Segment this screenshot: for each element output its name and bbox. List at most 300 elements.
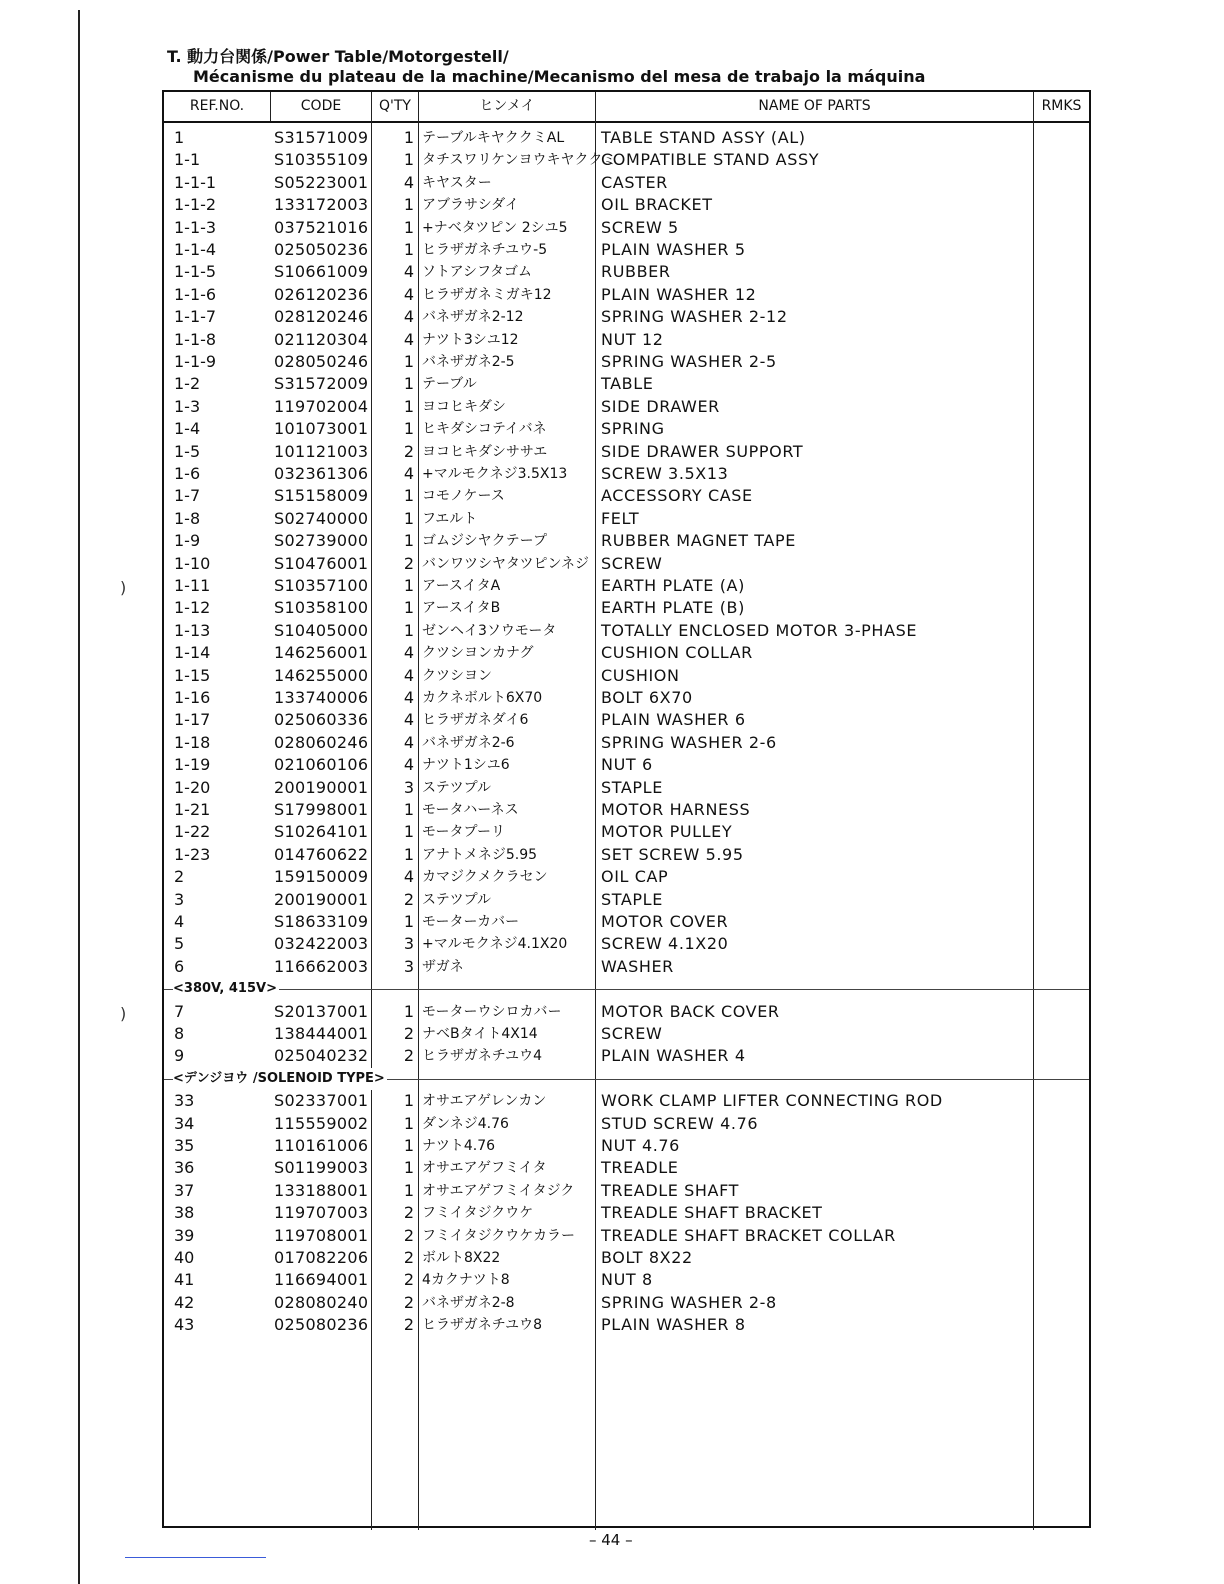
part-name-kana: ヨコヒキダシ [422, 398, 506, 415]
part-code: 115559002 [274, 1113, 369, 1133]
table-row [164, 665, 1089, 687]
part-qty: 3 [403, 934, 414, 954]
part-code: 028120246 [274, 307, 369, 327]
part-code: 101121003 [274, 441, 369, 461]
part-ref-no: 1-10 [174, 553, 211, 573]
table-row [164, 777, 1089, 799]
column-divider [270, 92, 271, 121]
part-qty: 4 [403, 464, 414, 483]
part-code: 101073001 [274, 419, 369, 439]
table-row [164, 396, 1089, 418]
part-name-kana: ステツプル [422, 891, 492, 908]
part-name-kana: +ナベタツピン 2シユ5 [422, 219, 568, 236]
table-row [164, 508, 1089, 530]
part-name: EARTH PLATE (B) [601, 598, 745, 618]
part-name: SCREW 3.5X13 [601, 464, 729, 483]
section-divider [164, 978, 1089, 1000]
part-name: SCREW 4.1X20 [601, 934, 729, 954]
part-name-kana: オサエアゲレンカン [422, 1093, 547, 1110]
part-code: 025080236 [274, 1315, 369, 1335]
part-ref-no: 1-19 [174, 755, 211, 775]
table-row [164, 620, 1089, 642]
part-ref-no: 36 [174, 1158, 195, 1178]
title-prefix: T. [167, 47, 182, 66]
table-row [164, 284, 1089, 306]
part-ref-no: 1-1-1 [174, 172, 217, 192]
part-name-kana: アブラサシダイ [422, 197, 519, 214]
part-name-kana: キヤスター [422, 174, 492, 191]
part-name-kana: モータプーリ [422, 824, 506, 841]
part-qty: 1 [403, 1001, 414, 1021]
table-row [164, 194, 1089, 216]
part-name: MOTOR PULLEY [601, 822, 733, 842]
part-name: PLAIN WASHER 5 [601, 240, 746, 259]
part-name: SCREW [601, 1024, 663, 1043]
part-ref-no: 1-1-4 [174, 240, 217, 259]
footer-rule [125, 1557, 266, 1558]
table-row [164, 239, 1089, 261]
part-ref-no: 1-5 [174, 441, 201, 461]
part-name: RUBBER MAGNET TAPE [601, 531, 796, 551]
table-row [164, 1247, 1089, 1269]
part-name: NUT 12 [601, 329, 664, 349]
part-qty: 1 [403, 195, 414, 215]
part-ref-no: 1-7 [174, 486, 201, 506]
part-name-kana: 4カクナツト8 [422, 1272, 510, 1289]
part-code: 138444001 [274, 1024, 369, 1043]
part-qty: 1 [403, 352, 414, 371]
part-code: S31572009 [274, 374, 369, 394]
part-ref-no: 1-1-5 [174, 262, 217, 282]
part-qty: 1 [403, 419, 414, 439]
part-ref-no: 1-21 [174, 800, 211, 819]
page-title [167, 47, 925, 87]
part-qty: 1 [403, 150, 414, 170]
table-row [164, 1202, 1089, 1224]
part-ref-no: 6 [174, 956, 185, 976]
part-qty: 4 [403, 665, 414, 685]
part-qty: 2 [403, 889, 414, 909]
part-qty: 1 [403, 620, 414, 640]
part-code: S10476001 [274, 553, 369, 573]
part-ref-no: 3 [174, 889, 185, 909]
part-code: 021120304 [274, 329, 369, 349]
part-qty: 1 [403, 1113, 414, 1133]
parts-table [162, 90, 1091, 1528]
section-divider [164, 1068, 1089, 1090]
part-ref-no: 1-18 [174, 732, 211, 752]
part-name-kana: モーターウシロカバー [422, 1003, 562, 1020]
part-qty: 2 [403, 1203, 414, 1223]
part-ref-no: 43 [174, 1315, 195, 1335]
part-name-kana: テーブル [422, 376, 477, 393]
part-name: NUT 8 [601, 1270, 653, 1290]
part-name-kana: ヒラザガネチユウ8 [422, 1317, 543, 1334]
part-code: S02739000 [274, 531, 369, 551]
part-name: CUSHION [601, 665, 680, 685]
page-number: – 44 – [589, 1531, 633, 1549]
part-code: 133740006 [274, 688, 369, 707]
part-ref-no: 1-14 [174, 643, 211, 663]
part-name: NUT 4.76 [601, 1136, 680, 1155]
part-name: NUT 6 [601, 755, 653, 775]
table-row [164, 1001, 1089, 1023]
part-code: S05223001 [274, 172, 369, 192]
part-code: S15158009 [274, 486, 369, 506]
part-code: 116662003 [274, 956, 369, 976]
part-qty: 4 [403, 172, 414, 192]
part-ref-no: 1-1-3 [174, 217, 217, 237]
part-name: SPRING WASHER 2-12 [601, 307, 788, 327]
part-name-kana: ステツプル [422, 779, 492, 796]
part-qty: 1 [403, 128, 414, 147]
part-code: S10358100 [274, 598, 369, 618]
part-name: TREADLE SHAFT [601, 1180, 740, 1200]
part-name-kana: タチスワリケンヨウキヤククミ [422, 152, 617, 169]
part-ref-no: 1-1 [174, 150, 201, 170]
part-ref-no: 4 [174, 912, 185, 931]
header-name: NAME OF PARTS [758, 98, 871, 114]
part-code: 146256001 [274, 643, 369, 663]
part-code: 200190001 [274, 889, 369, 909]
part-ref-no: 1 [174, 128, 185, 147]
part-ref-no: 1-12 [174, 598, 211, 618]
part-code: S10661009 [274, 262, 369, 282]
part-name: STAPLE [601, 777, 663, 797]
section-label: <デンジヨウ /SOLENOID TYPE> [173, 1068, 387, 1090]
table-row [164, 217, 1089, 239]
header-rmks: RMKS [1041, 98, 1082, 114]
part-code: 119708001 [274, 1225, 369, 1245]
part-name-kana: アースイタA [422, 578, 501, 594]
part-name: STAPLE [601, 889, 663, 909]
part-qty: 4 [403, 284, 414, 304]
part-name: SPRING WASHER 2-6 [601, 732, 777, 752]
part-name: BOLT 8X22 [601, 1248, 693, 1267]
table-row [164, 732, 1089, 754]
part-name: TABLE [601, 374, 654, 394]
part-qty: 4 [403, 307, 414, 327]
part-ref-no: 1-16 [174, 688, 211, 707]
table-row [164, 1225, 1089, 1247]
part-ref-no: 39 [174, 1225, 195, 1245]
table-row [164, 306, 1089, 328]
part-name: SIDE DRAWER [601, 396, 720, 416]
part-qty: 3 [403, 956, 414, 976]
part-code: 028080240 [274, 1292, 369, 1312]
part-code: S01199003 [274, 1158, 369, 1178]
part-ref-no: 1-6 [174, 464, 201, 483]
part-qty: 1 [403, 912, 414, 931]
part-code: S10357100 [274, 576, 369, 595]
part-qty: 2 [403, 1046, 414, 1066]
part-ref-no: 8 [174, 1024, 185, 1043]
part-code: 025050236 [274, 240, 369, 259]
table-row [164, 799, 1089, 821]
part-name: PLAIN WASHER 4 [601, 1046, 746, 1066]
part-code: 032361306 [274, 464, 369, 483]
part-code: 133172003 [274, 195, 369, 215]
table-row [164, 373, 1089, 395]
part-code: S10264101 [274, 822, 369, 842]
table-row [164, 149, 1089, 171]
part-name-kana: アナトメネジ5.95 [422, 846, 538, 863]
table-row [164, 1135, 1089, 1157]
part-code: S17998001 [274, 800, 369, 819]
part-ref-no: 1-17 [174, 710, 211, 730]
part-name: SCREW [601, 553, 663, 573]
table-row [164, 1157, 1089, 1179]
part-name-kana: バネザガネ2-5 [422, 354, 515, 370]
part-code: 028050246 [274, 352, 369, 371]
part-name: OIL BRACKET [601, 195, 713, 215]
part-name: MOTOR BACK COVER [601, 1001, 780, 1021]
table-row [164, 1045, 1089, 1067]
part-qty: 1 [403, 844, 414, 864]
table-row [164, 172, 1089, 194]
part-ref-no: 1-1-9 [174, 352, 217, 371]
table-row [164, 844, 1089, 866]
part-code: 032422003 [274, 934, 369, 954]
binding-margin-line [78, 10, 80, 1584]
part-code: 014760622 [274, 844, 369, 864]
part-name: SCREW 5 [601, 217, 679, 237]
part-code: 037521016 [274, 217, 369, 237]
part-qty: 1 [403, 1091, 414, 1111]
part-name: TOTALLY ENCLOSED MOTOR 3-PHASE [601, 620, 918, 640]
part-name-kana: ボルト8X22 [422, 1250, 501, 1266]
part-ref-no: 34 [174, 1113, 195, 1133]
part-name-kana: フミイタジクウケ [422, 1205, 534, 1222]
table-row [164, 1023, 1089, 1045]
table-row [164, 575, 1089, 597]
part-ref-no: 1-13 [174, 620, 211, 640]
table-row [164, 351, 1089, 373]
part-name-kana: ヒラザガネダイ6 [422, 712, 529, 729]
part-code: 026120236 [274, 284, 369, 304]
part-ref-no: 1-2 [174, 374, 201, 394]
title-line-2: Mécanisme du plateau de la machine/Mecanismo del mesa de trabajo la máquina [193, 67, 926, 86]
part-qty: 4 [403, 732, 414, 752]
part-code: 146255000 [274, 665, 369, 685]
part-name: PLAIN WASHER 6 [601, 710, 746, 730]
part-ref-no: 1-3 [174, 396, 201, 416]
part-name: TREADLE SHAFT BRACKET COLLAR [601, 1225, 896, 1245]
part-code: S10355109 [274, 150, 369, 170]
part-ref-no: 1-15 [174, 665, 211, 685]
part-qty: 4 [403, 262, 414, 282]
part-qty: 2 [403, 1248, 414, 1267]
part-code: 110161006 [274, 1136, 369, 1155]
part-qty: 4 [403, 643, 414, 663]
part-name-kana: バンワツシヤタツピンネジ [422, 555, 590, 572]
table-row [164, 418, 1089, 440]
part-name: SPRING WASHER 2-8 [601, 1292, 777, 1312]
part-qty: 4 [403, 710, 414, 730]
part-name-kana: モーターカバー [422, 914, 520, 930]
part-name: WORK CLAMP LIFTER CONNECTING ROD [601, 1091, 943, 1111]
table-row [164, 754, 1089, 776]
part-qty: 4 [403, 329, 414, 349]
part-code: S10405000 [274, 620, 369, 640]
part-name: SPRING WASHER 2-5 [601, 352, 777, 371]
part-ref-no: 1-1-7 [174, 307, 217, 327]
part-name-kana: テーブルキヤククミAL [422, 130, 565, 146]
part-name-kana: アースイタB [422, 600, 501, 617]
part-name-kana: ヒラザガネチユウ-5 [422, 242, 548, 258]
part-code: 159150009 [274, 867, 369, 887]
part-qty: 1 [403, 800, 414, 819]
part-name: ACCESSORY CASE [601, 486, 753, 506]
part-name-kana: ヒラザガネミガキ12 [422, 286, 552, 303]
part-ref-no: 1-4 [174, 419, 201, 439]
part-name-kana: ゼンヘイ3ソウモータ [422, 622, 557, 639]
part-qty: 2 [403, 1270, 414, 1290]
part-name: PLAIN WASHER 12 [601, 284, 757, 304]
table-row [164, 821, 1089, 843]
table-row [164, 1292, 1089, 1314]
part-name: MOTOR HARNESS [601, 800, 751, 819]
part-code: 200190001 [274, 777, 369, 797]
part-name-kana: ナツト4.76 [422, 1138, 496, 1154]
part-name-kana: ヒキダシコテイバネ [422, 421, 547, 438]
part-ref-no: 1-1-6 [174, 284, 217, 304]
part-ref-no: 40 [174, 1248, 195, 1267]
part-name: CASTER [601, 172, 668, 192]
part-qty: 3 [403, 777, 414, 797]
part-ref-no: 1-1-2 [174, 195, 217, 215]
table-row [164, 441, 1089, 463]
part-name-kana: バネザガネ2-6 [422, 734, 515, 751]
part-ref-no: 7 [174, 1001, 185, 1021]
part-qty: 4 [403, 688, 414, 707]
table-row [164, 956, 1089, 978]
table-row [164, 530, 1089, 552]
part-ref-no: 42 [174, 1292, 195, 1312]
part-code: 116694001 [274, 1270, 369, 1290]
part-name-kana: オサエアゲフミイタ [422, 1160, 547, 1177]
part-ref-no: 2 [174, 867, 185, 887]
part-name-kana: ナベBタイト4X14 [422, 1026, 538, 1042]
part-name: EARTH PLATE (A) [601, 576, 745, 595]
table-row [164, 127, 1089, 149]
part-name: SIDE DRAWER SUPPORT [601, 441, 804, 461]
part-code: S31571009 [274, 128, 369, 147]
part-qty: 1 [403, 598, 414, 618]
part-name: TABLE STAND ASSY (AL) [601, 128, 806, 147]
table-row [164, 261, 1089, 283]
table-row [164, 597, 1089, 619]
part-name-kana: +マルモクネジ3.5X13 [422, 466, 568, 482]
section-rule [164, 989, 1089, 990]
part-name: SPRING [601, 419, 665, 439]
part-name: FELT [601, 508, 640, 528]
part-name: WASHER [601, 956, 674, 976]
part-qty: 4 [403, 755, 414, 775]
part-qty: 1 [403, 486, 414, 506]
part-name-kana: ザガネ [422, 958, 464, 975]
part-qty: 1 [403, 374, 414, 394]
table-row [164, 553, 1089, 575]
part-name-kana: クツシヨン [422, 667, 492, 684]
part-qty: 2 [403, 1292, 414, 1312]
table-row [164, 1314, 1089, 1336]
part-qty: 1 [403, 1158, 414, 1178]
part-name: MOTOR COVER [601, 912, 729, 931]
table-header [164, 92, 1089, 123]
part-name: RUBBER [601, 262, 671, 282]
table-row [164, 933, 1089, 955]
part-name: CUSHION COLLAR [601, 643, 753, 663]
part-name-kana: フミイタジクウケカラー [422, 1227, 576, 1244]
part-ref-no: 33 [174, 1091, 195, 1111]
part-name-kana: バネザガネ2-12 [422, 309, 524, 326]
part-qty: 1 [403, 1136, 414, 1155]
table-row [164, 485, 1089, 507]
part-name-kana: ダンネジ4.76 [422, 1115, 509, 1132]
part-qty: 2 [403, 553, 414, 573]
part-ref-no: 5 [174, 934, 185, 954]
table-row [164, 1090, 1089, 1112]
part-ref-no: 41 [174, 1270, 195, 1290]
table-row [164, 1269, 1089, 1291]
part-qty: 1 [403, 240, 414, 259]
part-code: 028060246 [274, 732, 369, 752]
part-name-kana: オサエアゲフミイタジク [422, 1182, 575, 1199]
table-row [164, 329, 1089, 351]
table-row [164, 911, 1089, 933]
part-name-kana: フエルト [422, 510, 478, 527]
part-ref-no: 1-20 [174, 777, 211, 797]
part-code: 133188001 [274, 1180, 369, 1200]
margin-mark: ) [120, 578, 127, 597]
part-qty: 4 [403, 867, 414, 887]
part-code: 017082206 [274, 1248, 369, 1267]
part-qty: 2 [403, 1024, 414, 1043]
part-ref-no: 1-22 [174, 822, 211, 842]
part-qty: 2 [403, 441, 414, 461]
part-ref-no: 37 [174, 1180, 195, 1200]
part-ref-no: 38 [174, 1203, 195, 1223]
title-line-1: 動力台関係/Power Table/Motorgestell/ [187, 47, 509, 66]
part-name-kana: バネザガネ2-8 [422, 1294, 515, 1311]
part-name-kana: ゴムジシヤクテープ [422, 533, 547, 550]
part-ref-no: 9 [174, 1046, 185, 1066]
part-name: OIL CAP [601, 867, 669, 887]
part-qty: 1 [403, 531, 414, 551]
part-code: S02740000 [274, 508, 369, 528]
part-ref-no: 1-23 [174, 844, 211, 864]
part-name: SET SCREW 5.95 [601, 844, 744, 864]
part-name-kana: ナツト3シユ12 [422, 331, 519, 348]
part-name-kana: ヒラザガネチユウ4 [422, 1048, 543, 1065]
part-name: BOLT 6X70 [601, 688, 693, 707]
table-row [164, 687, 1089, 709]
section-label: <380V, 415V> [173, 978, 279, 1000]
part-ref-no: 1-8 [174, 508, 201, 528]
part-code: S20137001 [274, 1001, 369, 1021]
part-qty: 2 [403, 1315, 414, 1335]
part-code: S18633109 [274, 912, 369, 931]
part-qty: 1 [403, 396, 414, 416]
part-code: 025040232 [274, 1046, 369, 1066]
table-row [164, 866, 1089, 888]
part-code: 119702004 [274, 396, 369, 416]
table-row [164, 463, 1089, 485]
table-row [164, 889, 1089, 911]
part-name: COMPATIBLE STAND ASSY [601, 150, 820, 170]
part-ref-no: 1-1-8 [174, 329, 217, 349]
